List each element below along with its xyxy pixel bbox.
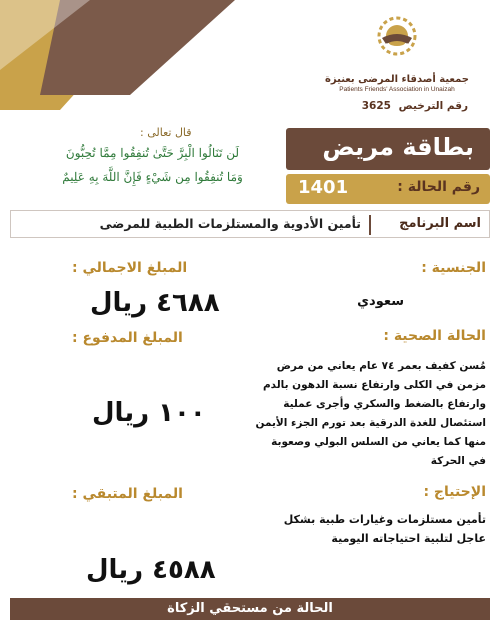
license-line [362,100,472,112]
health-value: مُسن كفيف بعمر ٧٤ عام يعاني من مرض مزمن في الكلى وارتفاع نسبة الدهون بالدم وارتفاع بالضغط والسكري وأجرى عملية استئصال للغدة الدرقية بعد تورم الجزء الأيمن منها كما يعاني من السلس البولي وصعوبة في الحركة [255,360,486,467]
need-label: الإحتياج : [423,484,486,500]
total-amount-label: المبلغ الاجمالي : [72,260,188,276]
nationality-label: الجنسية : [421,260,486,276]
need-value: تأمين مستلزمات وغيارات طبية بشكل عاجل لتلبية احتياجاته اليومية [283,513,486,545]
org-name-ar: جمعية أصدقاء المرضى بعنيزة [324,74,469,85]
card-title: بطاقة مريض [322,133,474,161]
program-value: تأمين الأدوية والمستلزمات الطبية للمرضى [99,216,361,231]
footer-text: الحالة من مستحقي الزكاة [167,601,333,616]
handshake-sun-icon [362,8,432,68]
zakat-footer [10,598,490,620]
program-label: اسم البرنامج [399,216,481,231]
case-number: 1401 [298,177,349,198]
verse-intro: قال تعالى : [140,126,192,139]
health-label: الحالة الصحية : [383,328,486,344]
total-amount-value: ٤٦٨٨ ريال [90,288,220,318]
paid-amount-value: ١٠٠ ريال [92,398,206,428]
org-logo [322,8,472,93]
decorative-corner [0,0,260,110]
verse-line-1: لَن تَنَالُوا الْبِرَّ حَتَّىٰ تُنفِقُوا مِمَّا تُحِبُّونَ [65,146,240,160]
case-number-box [286,174,490,204]
remaining-amount-value: ٤٥٨٨ ريال [86,555,216,585]
paid-amount-label: المبلغ المدفوع : [72,330,183,346]
verse-line-2: وَمَا تُنفِقُوا مِن شَيْءٍ فَإِنَّ اللَّهَ بِهِ عَلِيمٌ [62,170,243,184]
nationality-value: سعودي [357,294,404,309]
remaining-amount-label: المبلغ المتبقي : [72,486,183,502]
card-title-box [286,128,490,170]
case-label: رقم الحالة : [397,179,480,195]
program-divider [369,215,371,235]
org-name-en: Patients Friends' Association in Unaizah [339,86,455,93]
license-number: 3625 [361,100,391,112]
program-row [10,210,490,238]
license-label: رقم الترخيص [398,100,468,112]
